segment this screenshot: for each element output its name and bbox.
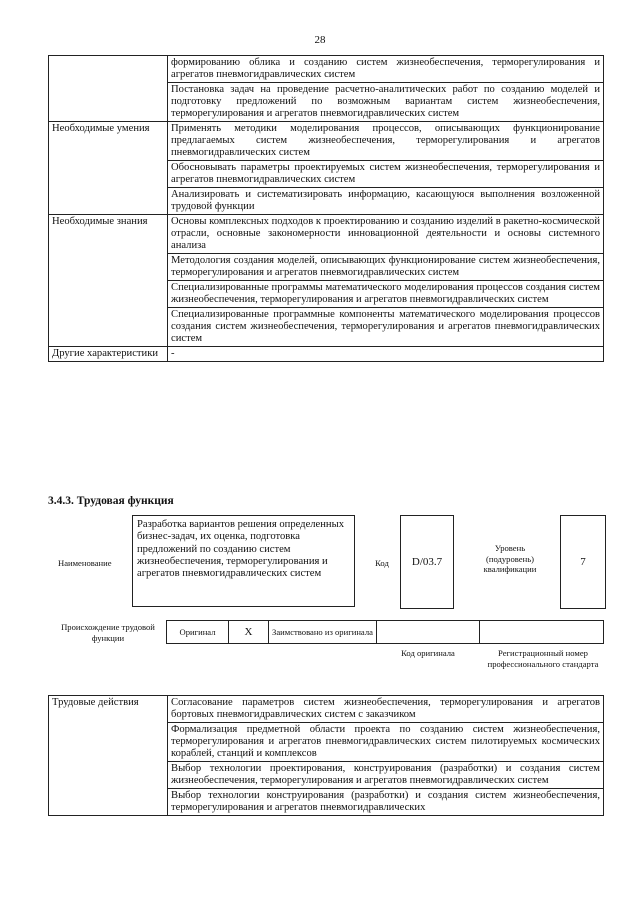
table-cell: Выбор технологии конструирования (разработки) и создания систем жизнеобеспечения, терморегулирования и агрегатов пневмогидравлических [168, 789, 604, 816]
borrowed-label: Заимствовано из оригинала [269, 621, 377, 643]
table-row [49, 56, 604, 83]
table-row [49, 347, 604, 362]
original-code-cell [377, 621, 480, 643]
table-cell: Обосновывать параметры проектируемых систем жизнеобеспечения, терморегулирования и агрегатов пневмогидравлических систем [168, 161, 604, 188]
name-label: Наименование [58, 558, 112, 568]
origin-label: Происхождение трудовой функции [61, 622, 155, 643]
table-row [49, 122, 604, 161]
row-label-other: Другие характеристики [49, 347, 168, 362]
table-cell: Специализированные программы математического моделирования процессов создания систем жизнеобеспечения, терморегулирования и агрегатов пневмогидравлических систем [168, 281, 604, 308]
table-row [49, 696, 604, 723]
code-value: D/03.7 [400, 515, 454, 609]
labor-actions-table [48, 695, 604, 816]
row-label-knowledge: Необходимые знания [49, 215, 168, 347]
table-cell: Выбор технологии проектирования, конструирования (разработки) и создания систем жизнеобеспечения, терморегулирования и агрегатов пневмогидравлических систем [168, 762, 604, 789]
table-cell: Основы комплексных подходов к проектированию и созданию изделий в ракетно-космической отрасли, основные закономерности инновационной деятельности и основы системного анализа [168, 215, 604, 254]
table-cell: - [168, 347, 604, 362]
original-label: Оригинал [167, 621, 229, 643]
table-cell: формированию облика и созданию систем жизнеобеспечения, терморегулирования и агрегатов пневмогидравлических систем [168, 56, 604, 83]
table-cell: Анализировать и систематизировать информацию, касающуюся выполнения возложенной трудовой функции [168, 188, 604, 215]
page-number: 28 [314, 34, 326, 46]
original-mark: X [229, 621, 269, 643]
original-code-caption: Код оригинала [401, 648, 455, 658]
section-heading: 3.4.3. Трудовая функция [48, 495, 174, 507]
requirements-table [48, 55, 604, 362]
table-row [49, 215, 604, 254]
row-label-actions: Трудовые действия [49, 696, 168, 816]
reg-number-cell [480, 621, 603, 643]
table-cell: Применять методики моделирования процессов, описывающих функционирование предлагаемых систем жизнеобеспечения, терморегулирования и агрегатов пневмогидравлических систем [168, 122, 604, 161]
table-cell: Согласование параметров систем жизнеобеспечения, терморегулирования и агрегатов бортовых пневмогидравлических систем с заказчиком [168, 696, 604, 723]
table-cell: Формализация предметной области проекта по созданию систем жизнеобеспечения, терморегулирования и агрегатов пневмогидравлических систем пилотируемых космических кораблей, станций и комплексов [168, 723, 604, 762]
row-label-skills: Необходимые умения [49, 122, 168, 215]
code-label: Код [375, 558, 389, 568]
table-cell: Постановка задач на проведение расчетно-аналитических работ по созданию моделей и подготовку предложений по возможным вариантам систем жизнеобеспечения, терморегулирования и агрегатов пневмогидравлических систем [168, 83, 604, 122]
table-cell: Методология создания моделей, описывающих функционирование систем жизнеобеспечения, терморегулирования и агрегатов пневмогидравлических систем [168, 254, 604, 281]
origin-table [166, 620, 604, 644]
level-label: Уровень (подуровень) квалификации [483, 543, 537, 574]
table-cell: Специализированные программные компоненты математического моделирования процессов создания систем жизнеобеспечения, терморегулирования и агрегатов пневмогидравлических систем [168, 308, 604, 347]
reg-number-caption: Регистрационный номер профессионального стандарта [487, 648, 599, 669]
level-value: 7 [560, 515, 606, 609]
row-label [49, 56, 168, 122]
function-name-box: Разработка вариантов решения определенных бизнес-задач, их оценка, подготовка предложений по созданию систем жизнеобеспечения, терморегулирования и агрегатов пневмогидравлических систем [132, 515, 355, 607]
